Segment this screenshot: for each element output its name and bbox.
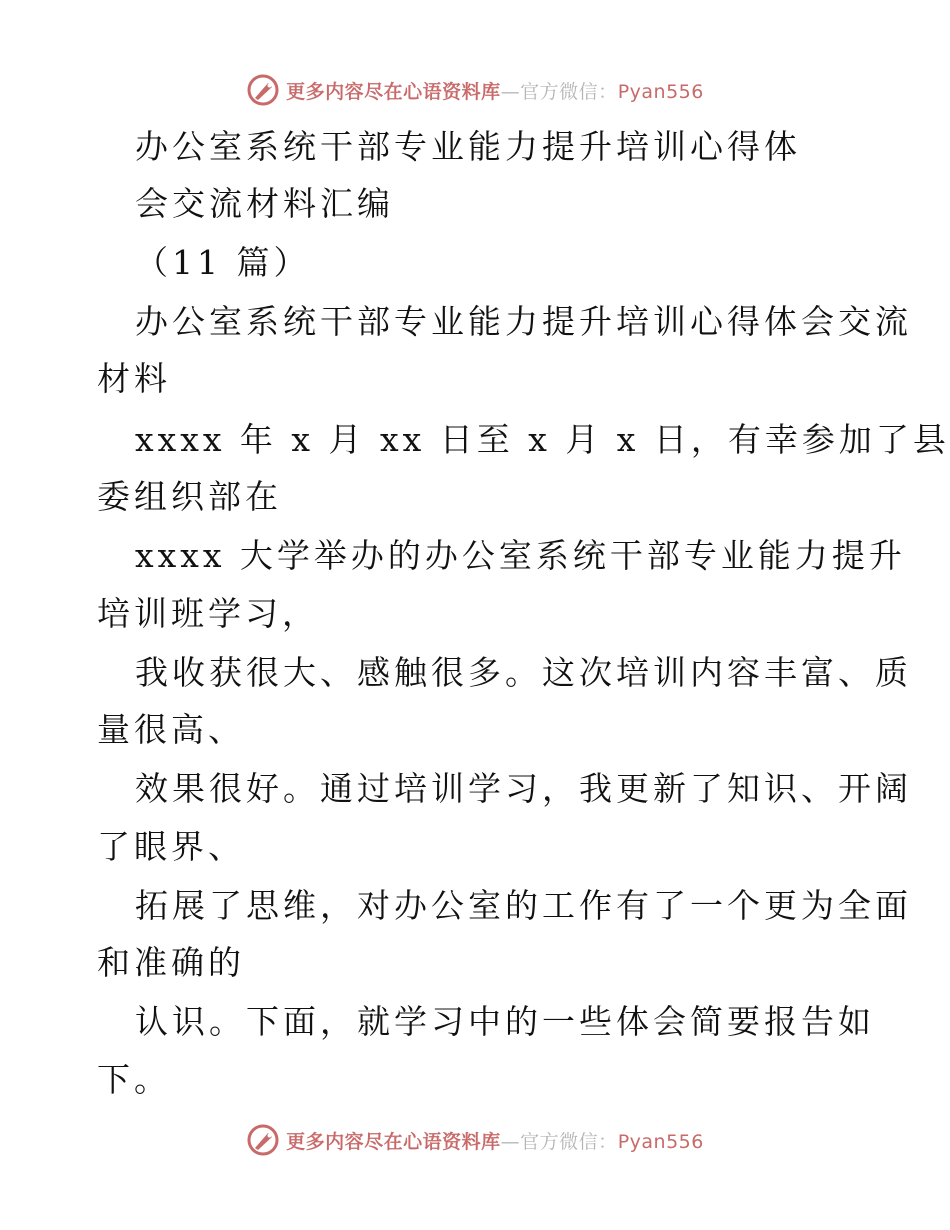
watermark-text [286, 1127, 704, 1154]
article-heading-line-2: 材料 [97, 359, 171, 398]
watermark-wechat-label: 官方微信： [520, 80, 618, 103]
body-line: 培训班学习， [97, 594, 319, 633]
body-line: 效果很好。通过培训学习，我更新了知识、开阔 [135, 769, 912, 808]
body-line: 我收获很大、感触很多。这次培训内容丰富、质 [135, 653, 912, 692]
body-line: xxxx 年 x 月 xx 日至 x 月 x 日，有幸参加了县 [135, 420, 950, 459]
watermark-lead: 更多内容尽在心语资料库 [286, 1130, 501, 1153]
watermark-text [286, 77, 704, 104]
body-line: 和准确的 [97, 943, 245, 982]
watermark-dash: — [500, 80, 521, 103]
watermark-wechat-id: Pyan556 [617, 80, 704, 103]
body-line: 拓展了思维，对办公室的工作有了一个更为全面 [135, 886, 912, 925]
watermark-dash: — [500, 1130, 521, 1153]
footer-watermark-banner [0, 1120, 950, 1160]
header-watermark-banner [0, 70, 950, 110]
body-line: 了眼界、 [97, 827, 245, 866]
document-title-line-1: 办公室系统干部专业能力提升培训心得体 [135, 127, 801, 166]
document-title-count: （11 篇） [135, 243, 311, 282]
pen-nib-logo-icon [246, 73, 280, 107]
pen-nib-logo-icon [246, 1123, 280, 1157]
body-line: 委组织部在 [97, 477, 282, 516]
document-title-line-2: 会交流材料汇编 [135, 184, 394, 223]
body-line: 下。 [97, 1060, 171, 1099]
watermark-lead: 更多内容尽在心语资料库 [286, 80, 501, 103]
article-heading-line-1: 办公室系统干部专业能力提升培训心得体会交流 [135, 302, 912, 341]
body-line: xxxx 大学举办的办公室系统干部专业能力提升 [135, 536, 906, 575]
body-line: 认识。下面，就学习中的一些体会简要报告如 [135, 1002, 875, 1041]
body-line: 量很高、 [97, 710, 245, 749]
watermark-wechat-label: 官方微信： [520, 1130, 618, 1153]
watermark-wechat-id: Pyan556 [617, 1130, 704, 1153]
